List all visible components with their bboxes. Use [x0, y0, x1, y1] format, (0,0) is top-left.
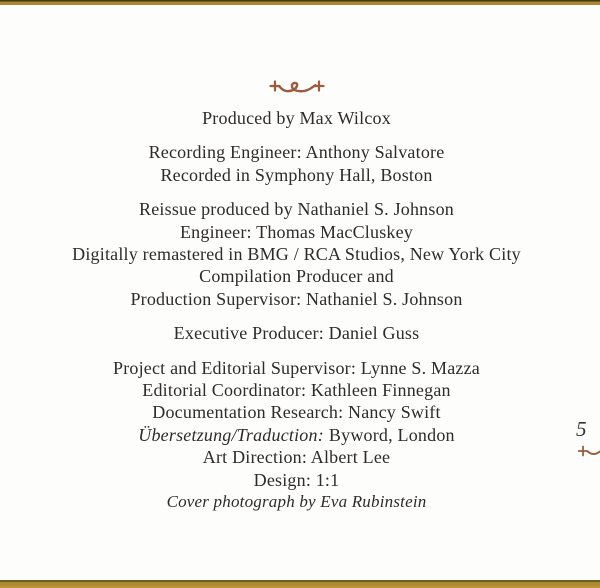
- credit-line-recorded-in: Recorded in Symphony Hall, Boston: [160, 164, 433, 185]
- credit-line-cover-photograph: Cover photograph by Eva Rubinstein: [166, 492, 427, 512]
- credits-group-executive: [0, 322, 593, 344]
- credit-line-compilation-1: Compilation Producer and: [199, 266, 394, 287]
- credit-line-art-direction: Art Direction: Albert Lee: [202, 447, 391, 468]
- credit-line-compilation-2: Production Supervisor: Nathaniel S. Johnson: [130, 288, 463, 309]
- bottom-gold-border: [0, 580, 600, 588]
- page-number: 5: [576, 417, 587, 441]
- credit-line-executive-producer: Executive Producer: Daniel Guss: [173, 323, 420, 344]
- credits-group-editorial: [0, 357, 593, 514]
- credit-line-recording-engineer: Recording Engineer: Anthony Salvatore: [148, 142, 445, 163]
- credit-line-engineer: Engineer: Thomas MacCluskey: [179, 221, 414, 242]
- credit-line-reissue-produced: Reissue produced by Nathaniel S. Johnson: [139, 199, 454, 220]
- credits-group-recording: [0, 141, 593, 186]
- credit-line-remastered: Digitally remastered in BMG / RCA Studios, New York City: [72, 244, 521, 265]
- credit-line-produced-by: Produced by Max Wilcox: [202, 108, 391, 128]
- credit-line-design: Design: 1:1: [253, 469, 340, 490]
- credit-line-editorial-coordinator: Editorial Coordinator: Kathleen Finnegan: [142, 380, 451, 401]
- page-edge-fleuron-ornament-icon: [578, 444, 600, 458]
- fleuron-ornament-icon: [0, 78, 593, 96]
- top-gold-border: [0, 0, 600, 5]
- credit-line-project-supervisor: Project and Editorial Supervisor: Lynne S. Mazza: [112, 357, 481, 378]
- translation-label: Übersetzung/Traduction:: [138, 424, 324, 445]
- credits-block: [0, 107, 593, 526]
- credits-group-producer: [0, 107, 593, 129]
- credit-line-documentation-research: Documentation Research: Nancy Swift: [152, 402, 441, 423]
- credit-line-translation: [0, 424, 593, 446]
- translation-value: Byword, London: [328, 424, 455, 445]
- credits-group-reissue: [0, 198, 593, 310]
